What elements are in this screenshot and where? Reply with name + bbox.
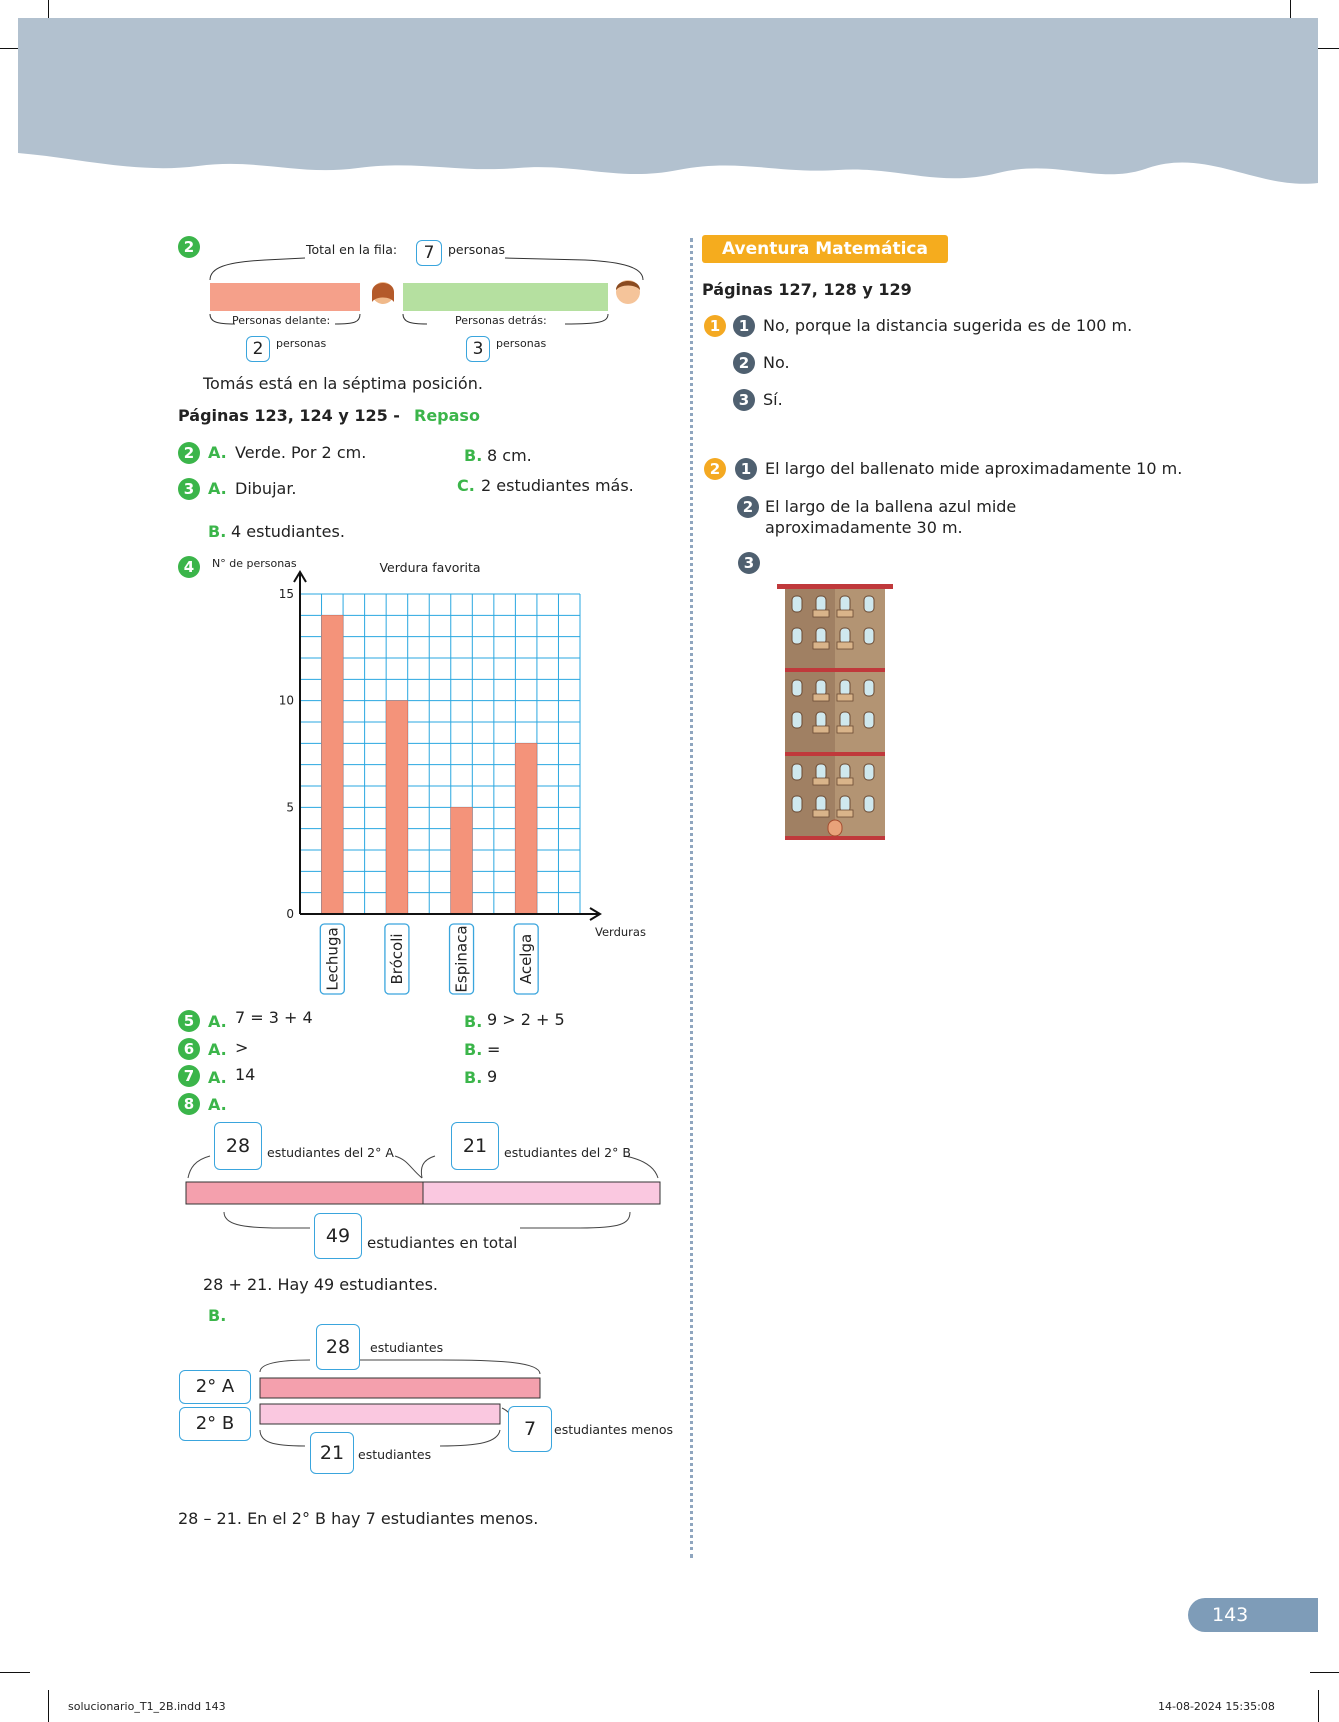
answer-text: El largo de la ballena azul mide	[765, 497, 1017, 516]
answer-label: A.	[208, 1068, 227, 1087]
crop-mark	[48, 0, 49, 18]
answer-text: 4 estudiantes.	[231, 522, 345, 541]
chart-title: Verdura favorita	[379, 560, 481, 575]
building-illustration	[775, 584, 905, 844]
answer-label: C.	[457, 476, 475, 495]
answer-label: A.	[208, 479, 227, 498]
crop-mark	[48, 1690, 49, 1722]
category-label: Acelga	[517, 933, 536, 985]
total-unit: personas	[448, 242, 506, 257]
bar-acelga	[515, 743, 537, 914]
answer-label: B.	[464, 446, 483, 465]
back-label: Personas detrás:	[455, 314, 547, 327]
file-info: solucionario_T1_2B.indd 143	[68, 1700, 226, 1713]
question-number: 8	[178, 1093, 200, 1115]
front-unit: personas	[276, 337, 327, 350]
answer-label: A.	[208, 1095, 227, 1114]
crop-mark	[1290, 0, 1291, 18]
answer-text: 28 + 21. Hay 49 estudiantes.	[203, 1275, 438, 1294]
value-label: estudiantes del 2° A	[267, 1145, 394, 1160]
value-box: 7	[508, 1406, 552, 1452]
value-box: 28	[316, 1324, 360, 1370]
answer-text: El largo del ballenato mide aproximadamente 10 m.	[765, 459, 1183, 478]
y-tick-label: 15	[278, 587, 294, 601]
answer-label: B.	[208, 1306, 227, 1325]
crop-mark	[1318, 48, 1339, 49]
question-number: 2	[704, 458, 726, 480]
value-label: estudiantes menos	[554, 1422, 674, 1437]
value-label: estudiantes	[358, 1447, 432, 1462]
item-number: 3	[738, 552, 760, 574]
value-box: 28	[214, 1122, 262, 1170]
value-box: 21	[310, 1432, 354, 1474]
value-label: estudiantes	[370, 1340, 444, 1355]
page-number: 143	[1188, 1598, 1318, 1632]
answer-text: aproximadamente 30 m.	[765, 518, 963, 537]
bar-brócoli	[386, 701, 408, 914]
front-label: Personas delante:	[232, 314, 331, 327]
total-value-box: 7	[416, 240, 442, 266]
repaso-word: Repaso	[414, 406, 480, 425]
answer-text: No.	[763, 353, 790, 372]
question-number: 7	[178, 1065, 200, 1087]
answer-text: No, porque la distancia sugerida es de 100 m.	[763, 316, 1133, 335]
y-tick-label: 5	[286, 800, 294, 815]
answer-text: 7 = 3 + 4	[235, 1008, 313, 1027]
item-number: 1	[733, 315, 755, 337]
back-value-box: 3	[466, 336, 490, 362]
section-heading: Páginas 127, 128 y 129	[702, 280, 912, 299]
item-number: 2	[733, 352, 755, 374]
q2-answer: Tomás está en la séptima posición.	[203, 374, 483, 393]
column-divider	[690, 238, 693, 1558]
answer-label: A.	[208, 443, 227, 462]
repaso-heading: Páginas 123, 124 y 125 -	[178, 406, 400, 425]
answer-text: 28 – 21. En el 2° B hay 7 estudiantes menos.	[178, 1509, 539, 1528]
answer-text: 9 > 2 + 5	[487, 1010, 565, 1029]
item-number: 1	[735, 458, 757, 480]
item-number: 2	[737, 496, 759, 518]
y-tick-label: 10	[278, 693, 294, 708]
question-number: 1	[704, 315, 726, 337]
back-unit: personas	[496, 337, 547, 350]
answer-label: B.	[208, 522, 227, 541]
answer-text: 2 estudiantes más.	[481, 476, 634, 495]
value-box: 49	[314, 1213, 362, 1259]
crop-mark	[1318, 1690, 1319, 1722]
header-banner	[18, 18, 1318, 208]
answer-text: Verde. Por 2 cm.	[235, 443, 367, 462]
row-label-box: 2° A	[179, 1370, 251, 1404]
front-value-box: 2	[246, 336, 270, 362]
answer-text: =	[487, 1040, 501, 1059]
y-tick-label: 0	[286, 907, 294, 921]
value-label: estudiantes del 2° B	[504, 1145, 631, 1160]
category-label: Lechuga	[323, 927, 342, 991]
answer-label: B.	[464, 1012, 483, 1031]
answer-text: 8 cm.	[487, 446, 532, 465]
answer-label: B.	[464, 1068, 483, 1087]
crop-mark	[0, 48, 18, 49]
answer-text: Dibujar.	[235, 479, 297, 498]
section-badge: Aventura Matemática	[702, 235, 948, 263]
category-label: Espinaca	[452, 925, 471, 993]
answer-text: >	[235, 1038, 249, 1057]
bar-chart	[200, 556, 646, 1006]
answer-label: A.	[208, 1012, 227, 1031]
value-label: estudiantes en total	[367, 1234, 518, 1252]
answer-text: 9	[487, 1067, 498, 1086]
x-axis-label: Verduras	[595, 925, 646, 939]
row-label-box: 2° B	[179, 1407, 251, 1441]
total-label: Total en la fila:	[306, 242, 398, 257]
timestamp: 14-08-2024 15:35:08	[1158, 1700, 1275, 1713]
answer-label: A.	[208, 1040, 227, 1059]
question-number: 5	[178, 1010, 200, 1032]
bar-espinaca	[451, 807, 473, 914]
answer-label: B.	[464, 1040, 483, 1059]
question-number: 3	[178, 478, 200, 500]
question-number: 4	[178, 556, 200, 578]
question-number: 2	[178, 236, 200, 258]
y-axis-label: N° de personas	[212, 557, 297, 570]
question-number: 6	[178, 1038, 200, 1060]
item-number: 3	[733, 389, 755, 411]
crop-mark	[1310, 1672, 1339, 1673]
answer-text: Sí.	[763, 390, 783, 409]
value-box: 21	[451, 1122, 499, 1170]
question-number: 2	[178, 442, 200, 464]
bar-lechuga	[322, 615, 344, 914]
category-label: Brócoli	[387, 933, 406, 985]
crop-mark	[0, 1672, 30, 1673]
answer-text: 14	[235, 1065, 256, 1084]
